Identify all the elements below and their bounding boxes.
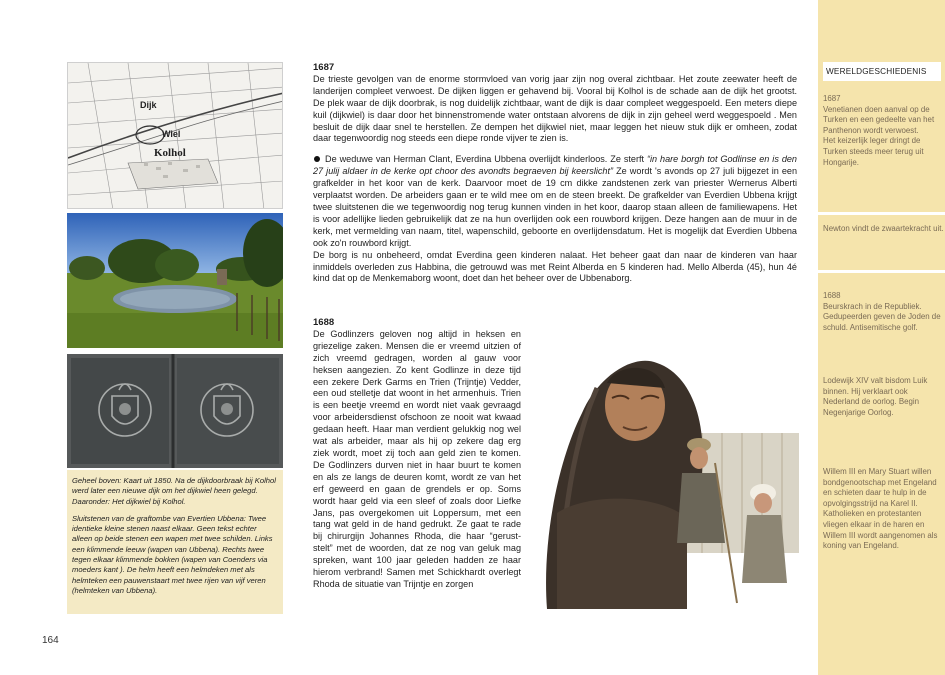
year-heading-1687: 1687	[313, 62, 335, 73]
map-label-wiel: Wiel	[162, 129, 181, 139]
sidebar-lodewijk: Lodewijk XIV valt bisdom Luik binnen. Hij verklaart ook Nederland de oorlog. Begin Negenjarige Oorlog.	[823, 376, 928, 417]
main-text-1687	[313, 62, 797, 285]
page-number: 164	[42, 635, 59, 646]
paragraph-stormvloed: De trieste gevolgen van de enorme stormvloed van vorig jaar zijn nog overal zichtbaar. Het zoute zeewater heeft de landerijen compleet verwoest. De dijken liggen er gehavend bij. Vooral bij Kolhol is de schade aan de dijk het grootst. De plek waar de dijk doorbrak, is nog duidelijk zichtbaar, want de dijk is daar compleet weggespoeld. Een meters diepe kuil (dijkwiel) is daar door het binnenstromende water ontstaan alvorens de dijk in zijn geheel werd weggespoeld . Men besluit de dijk daar snel te herstellen. Ze dempen het dijkwiel niet, maar leggen het nieuw stuk dijk er omheen, zodat daar tegenwoordig nog steeds een diepe ronde vijver te zien is.	[313, 73, 797, 144]
stones-drawing	[67, 354, 283, 468]
sidebar-separator	[818, 270, 945, 273]
sidebar-separator	[818, 212, 945, 215]
image-caption	[67, 470, 283, 614]
sidebar-section-1687	[823, 94, 945, 168]
witch-illustration	[537, 343, 799, 609]
sidebar-venetianen: Venetianen doen aanval op de Turken en een gedeelte van het Panthenon wordt verwoest.	[823, 104, 935, 135]
sluitstenen-photo	[67, 354, 283, 468]
sidebar-section-willem	[823, 467, 945, 552]
witch-drawing	[537, 343, 799, 609]
paragraph-weduwe	[313, 154, 797, 249]
map-label-dijk: Dijk	[140, 100, 157, 110]
map-label-kolhol: Kolhol	[154, 147, 186, 159]
caption-map: Geheel boven: Kaart uit 1850. Na de dijkdoorbraak bij Kolhol werd later een nieuwe dijk om het dijkwiel heen gelegd. Daaronder: Het dijkwiel bij Kolhol.	[72, 476, 276, 506]
sidebar-section-lodewijk	[823, 376, 945, 418]
sidebar-section-1688	[823, 291, 945, 333]
widow-text-a: De weduwe van Herman Clant, Everdina Ubbena overlijdt kinderloos. Ze sterft	[325, 154, 647, 165]
paragraph-heksen: De Godlinzers geloven nog altijd in heksen en griezelige zaken. Mensen die er vreemd uitzien of zich vreemd gedragen, worden al gauw voor heksen aangezien. Zo kent Godlinze in deze tijd een zekere Derk Garms en Trien (Trijntje) Vedder, een oud stelletje dat woont in het armenhuis. Trien is een beetje vreemd en wordt niet vaak gevraagd voor arbeidersdienst ofschoon ze nooit wat kwaad gedaan heeft. Haar man verdient gelukkig nog wel wat als arbeider, maar als hij op zekere dag erg ziek wordt, moet zij toch aan geld zien te komen. De Godlinzers durven niet in haar buurt te komen en als ze langs de deuren komt, wordt ze van het erf geweerd en gaan de grendels er op. Soms wordt haar geld via een sleef of zoals door Liefke Jans, pas overgekomen uit Loppersum, met een tang wat geld in de hand gedrukt. Ze gaat te rade bij chirurgijn Johannes Rhoda, die haar “gerust-stelt” met de woorden, dat ze nog van geluk mag spreken, want 100 jaar geleden hadden ze haar hierom verbrand! Samen met Schickhardt overlegt Rhoda de situatie van Trijntje en zorgen	[313, 328, 521, 589]
pond-drawing	[67, 213, 283, 348]
caption-stones: Sluitstenen van de graftombe van Evertien Ubbena: Twee identieke kleine stenen naast elkaar. Geen tekst echter alleen op beide stenen een wapen met twee schilden. Links een klimmende leeuw (wapen van Ubbena). Rechts twee tegen elkaar klimmende bokken (wapen van Coenders via moeders kant ). De helm heeft een helmdeken met als helmteken een pauwenstaart met twee rijen van vijf veren (helmteken van Ubbena).	[72, 513, 273, 595]
sidebar-section-newton	[823, 224, 945, 235]
sidebar-newton: Newton vindt de zwaartekracht uit.	[823, 224, 944, 233]
sidebar-willem: Willem III en Mary Stuart willen bondgenootschap met Engeland en schieten daar te hulp in de opvolgingsstrijd na Karel II. Katholieken en protestanten vliegen elkaar in de haren en Willem III wordt aangenomen als koning van Engeland.	[823, 467, 938, 551]
sidebar-year-1687: 1687	[823, 94, 841, 103]
widow-quote: “in hare borgh tot Godlinse en is den 27 julij aldaer in de kerke opt choor des avondts begraeven bij keerslicht”	[313, 154, 797, 177]
sidebar-heading: WERELDGESCHIEDENIS	[823, 62, 941, 81]
wereldgeschiedenis-sidebar	[818, 0, 945, 675]
bullet-icon	[314, 156, 320, 162]
sidebar-keizerlijk: Het keizerlijk leger dringt de Turken steeds meer terug uit Hongarije.	[823, 136, 924, 167]
paragraph-borg: De borg is nu onbeheerd, omdat Everdina geen kinderen nalaat. Het beheer gaat dan naar de kinderen van haar inmiddels overleden zus Habbina, die getrouwd was met Reint Alberda en 5 kinderen had. Mello Alberda (45), hun 4é kind dat op de Menkemaborg woont, doet dan het beheer over de Ubbenaborg.	[313, 249, 797, 284]
map-1850-image	[67, 62, 283, 209]
sidebar-beurskrach: Beurskrach in de Republiek. Gedupeerden geven de Joden de schuld. Antisemitische golf.	[823, 301, 941, 332]
sidebar-year-1688: 1688	[823, 291, 841, 300]
year-heading-1688: 1688	[313, 317, 335, 328]
main-text-1688	[313, 317, 521, 591]
dijkwiel-photo	[67, 213, 283, 348]
widow-text-b: Ze wordt 's avonds op 27 juli bijgezet in een grafkelder in het koor van de kerk. Daarvoor moet de 19 cm dikke zandstenen zerk van priester Wernerus Alberti verplaatst worden. De arbeiders gaan er te wild mee om en de steen breekt. De grafkelder van Everdien Ubbena krijgt twee sluitstenen die we tegenwoordig nog terug kunnen vinden in het koor, daarop staan alleen de familiewapens. Het is voor adellijke lieden gebruikelijk dat ze na hun overlijden ook een rouwbord krijgen. Deze hangen aan de muur in de kerk, met vermelding van naam, titel, wapenschild, geboorte en overlijdensdatum. Het is mogelijk dat Everdien Ubbena ook zo'n rouwbord krijgt.	[313, 166, 797, 248]
